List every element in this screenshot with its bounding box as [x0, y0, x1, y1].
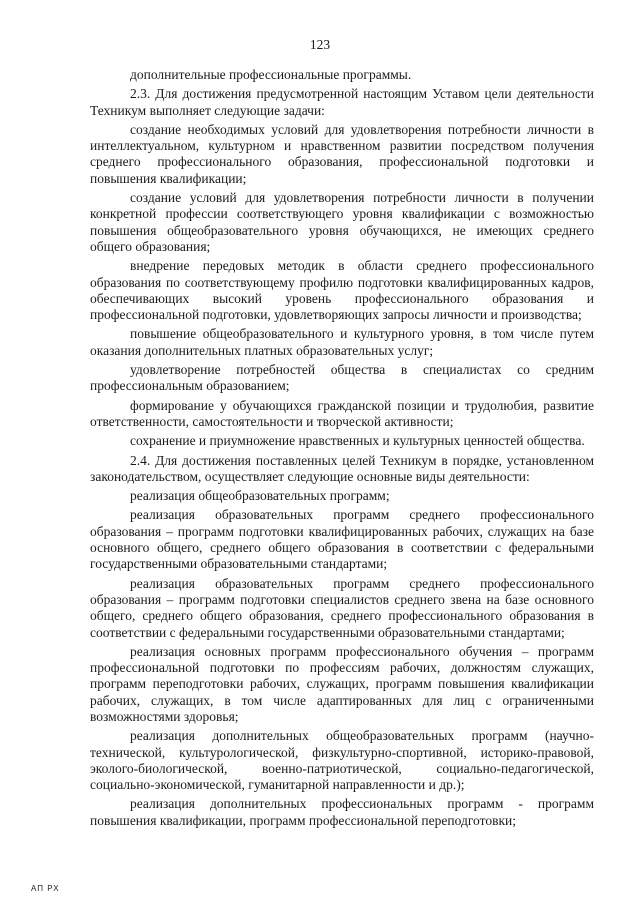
paragraph: дополнительные профессиональные программы. — [130, 67, 412, 82]
paragraph: 2.4. Для достижения поставленных целей Техникум в порядке, установленном законодательством, осуществляет следующие основные виды деятельности: — [90, 452, 594, 484]
paragraph: повышение общеобразовательного и культурного уровня, в том числе путем оказания дополнительных платных образовательных услуг; — [90, 326, 594, 358]
paragraph: сохранение и приумножение нравственных и культурных ценностей общества. — [130, 433, 585, 449]
paragraph: удовлетворение потребностей общества в специалистах со средним профессиональным образованием; — [90, 362, 594, 394]
page-number: 123 — [309, 37, 331, 52]
footer-code: АП РХ — [31, 884, 60, 893]
paragraph: реализация образовательных программ среднего профессионального образования – программ подготовки квалифицированных рабочих, служащих на базе основного общего, среднего общего образования в соответствии с федеральными государственными образовательными стандартами; — [90, 507, 594, 572]
paragraph: создание условий для удовлетворения потребности личности в получении конкретной профессии соответствующего уровня квалификации с возможностью повышения общеобразовательного уровня обучающихся, не имеющих среднего общего образования; — [90, 190, 594, 254]
paragraph: реализация образовательных программ среднего профессионального образования – программ подготовки специалистов среднего звена на базе основного общего, среднего общего образования, среднего профессионального образования в соответствии с федеральными государственными образовательными стандартами; — [90, 575, 594, 640]
paragraph: реализация дополнительных общеобразовательных программ (научно-технической, культурологической, физкультурно-спортивной, историко-правовой, эколого-биологической, военно-патриотической, социально-педагогической, социально-экономической, гуманитарной направленности и др.); — [90, 728, 594, 793]
document-body — [90, 67, 594, 829]
paragraph: формирование у обучающихся гражданской позиции и трудолюбия, развитие ответственности, самостоятельности и творческой активности; — [90, 397, 594, 429]
paragraph: создание необходимых условий для удовлетворения потребности личности в интеллектуальном, культурном и нравственном развитии посредством получения среднего профессионального образования, профессиональной подготовки и повышения квалификации; — [90, 121, 594, 186]
paragraph: реализация общеобразовательных программ; — [130, 488, 390, 504]
paragraph: 2.3. Для достижения предусмотренной настоящим Уставом цели деятельности Техникум выполняет следующие задачи: — [90, 86, 594, 118]
paragraph: реализация основных программ профессионального обучения – программ профессиональной подготовки по профессиям рабочих, должностям служащих, программ переподготовки рабочих, служащих, программ повышения квалификации рабочих, служащих, в том числе адаптированных для лиц с ограниченными возможностями здоровья; — [90, 643, 594, 724]
paragraph: реализация дополнительных профессиональных программ - программ повышения квалификации, программ профессиональной переподготовки; — [90, 796, 594, 828]
paragraph: внедрение передовых методик в области среднего профессионального образования по соответствующему профилю подготовки квалифицированных кадров, обеспечивающих высокий уровень профессионального образования и профессиональной подготовки, удовлетворяющих запросы личности и производства; — [90, 258, 594, 323]
